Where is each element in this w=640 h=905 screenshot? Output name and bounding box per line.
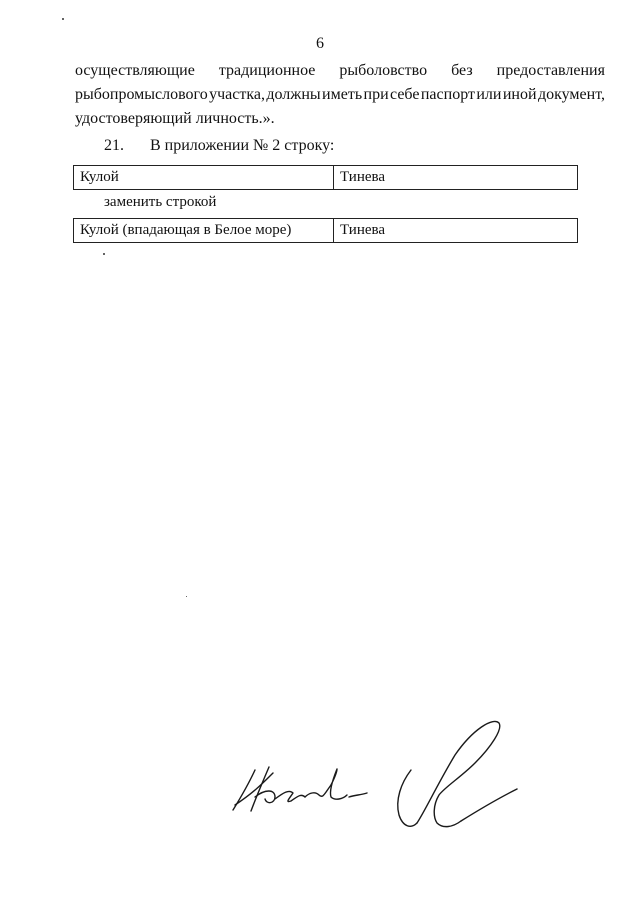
replace-label: заменить строкой: [104, 194, 217, 210]
paragraph-continuation: [75, 59, 605, 131]
word: иной: [502, 86, 537, 103]
paragraph-line-1: [75, 59, 605, 83]
scan-speck: [186, 596, 187, 597]
word: предоставления: [496, 62, 605, 79]
word: осуществляющие: [75, 62, 195, 79]
new-row-table: [73, 218, 578, 243]
word: рыболовство: [339, 62, 428, 79]
word: паспорт: [420, 86, 475, 103]
word: участка,: [209, 86, 265, 103]
word: при: [363, 86, 389, 103]
new-row-river-cell: Кулой (впадающая в Белое море): [74, 219, 334, 242]
item-number: 21.: [104, 137, 124, 154]
word: должны: [266, 86, 321, 103]
paragraph-line-3: удостоверяющий личность.».: [75, 110, 275, 127]
old-row-table: [73, 165, 578, 190]
page-number: 6: [316, 35, 324, 52]
word: иметь: [322, 86, 363, 103]
word: себе: [390, 86, 420, 103]
word: документ,: [537, 86, 605, 103]
word: традиционное: [218, 62, 316, 79]
word: без: [451, 62, 473, 79]
word: рыбопромыслового: [75, 86, 208, 103]
item-21: [104, 134, 334, 158]
new-row-basin-cell: Тинева: [340, 222, 386, 238]
item-text: В приложении № 2 строку:: [150, 137, 335, 154]
handwritten-signature: [225, 715, 545, 835]
old-row-river-cell: Кулой: [74, 166, 334, 189]
word: или: [476, 86, 502, 103]
paragraph-line-2: [75, 83, 605, 107]
old-row-basin-cell: Тинева: [340, 169, 386, 185]
scan-speck: [62, 18, 64, 20]
scan-speck: [103, 253, 105, 255]
